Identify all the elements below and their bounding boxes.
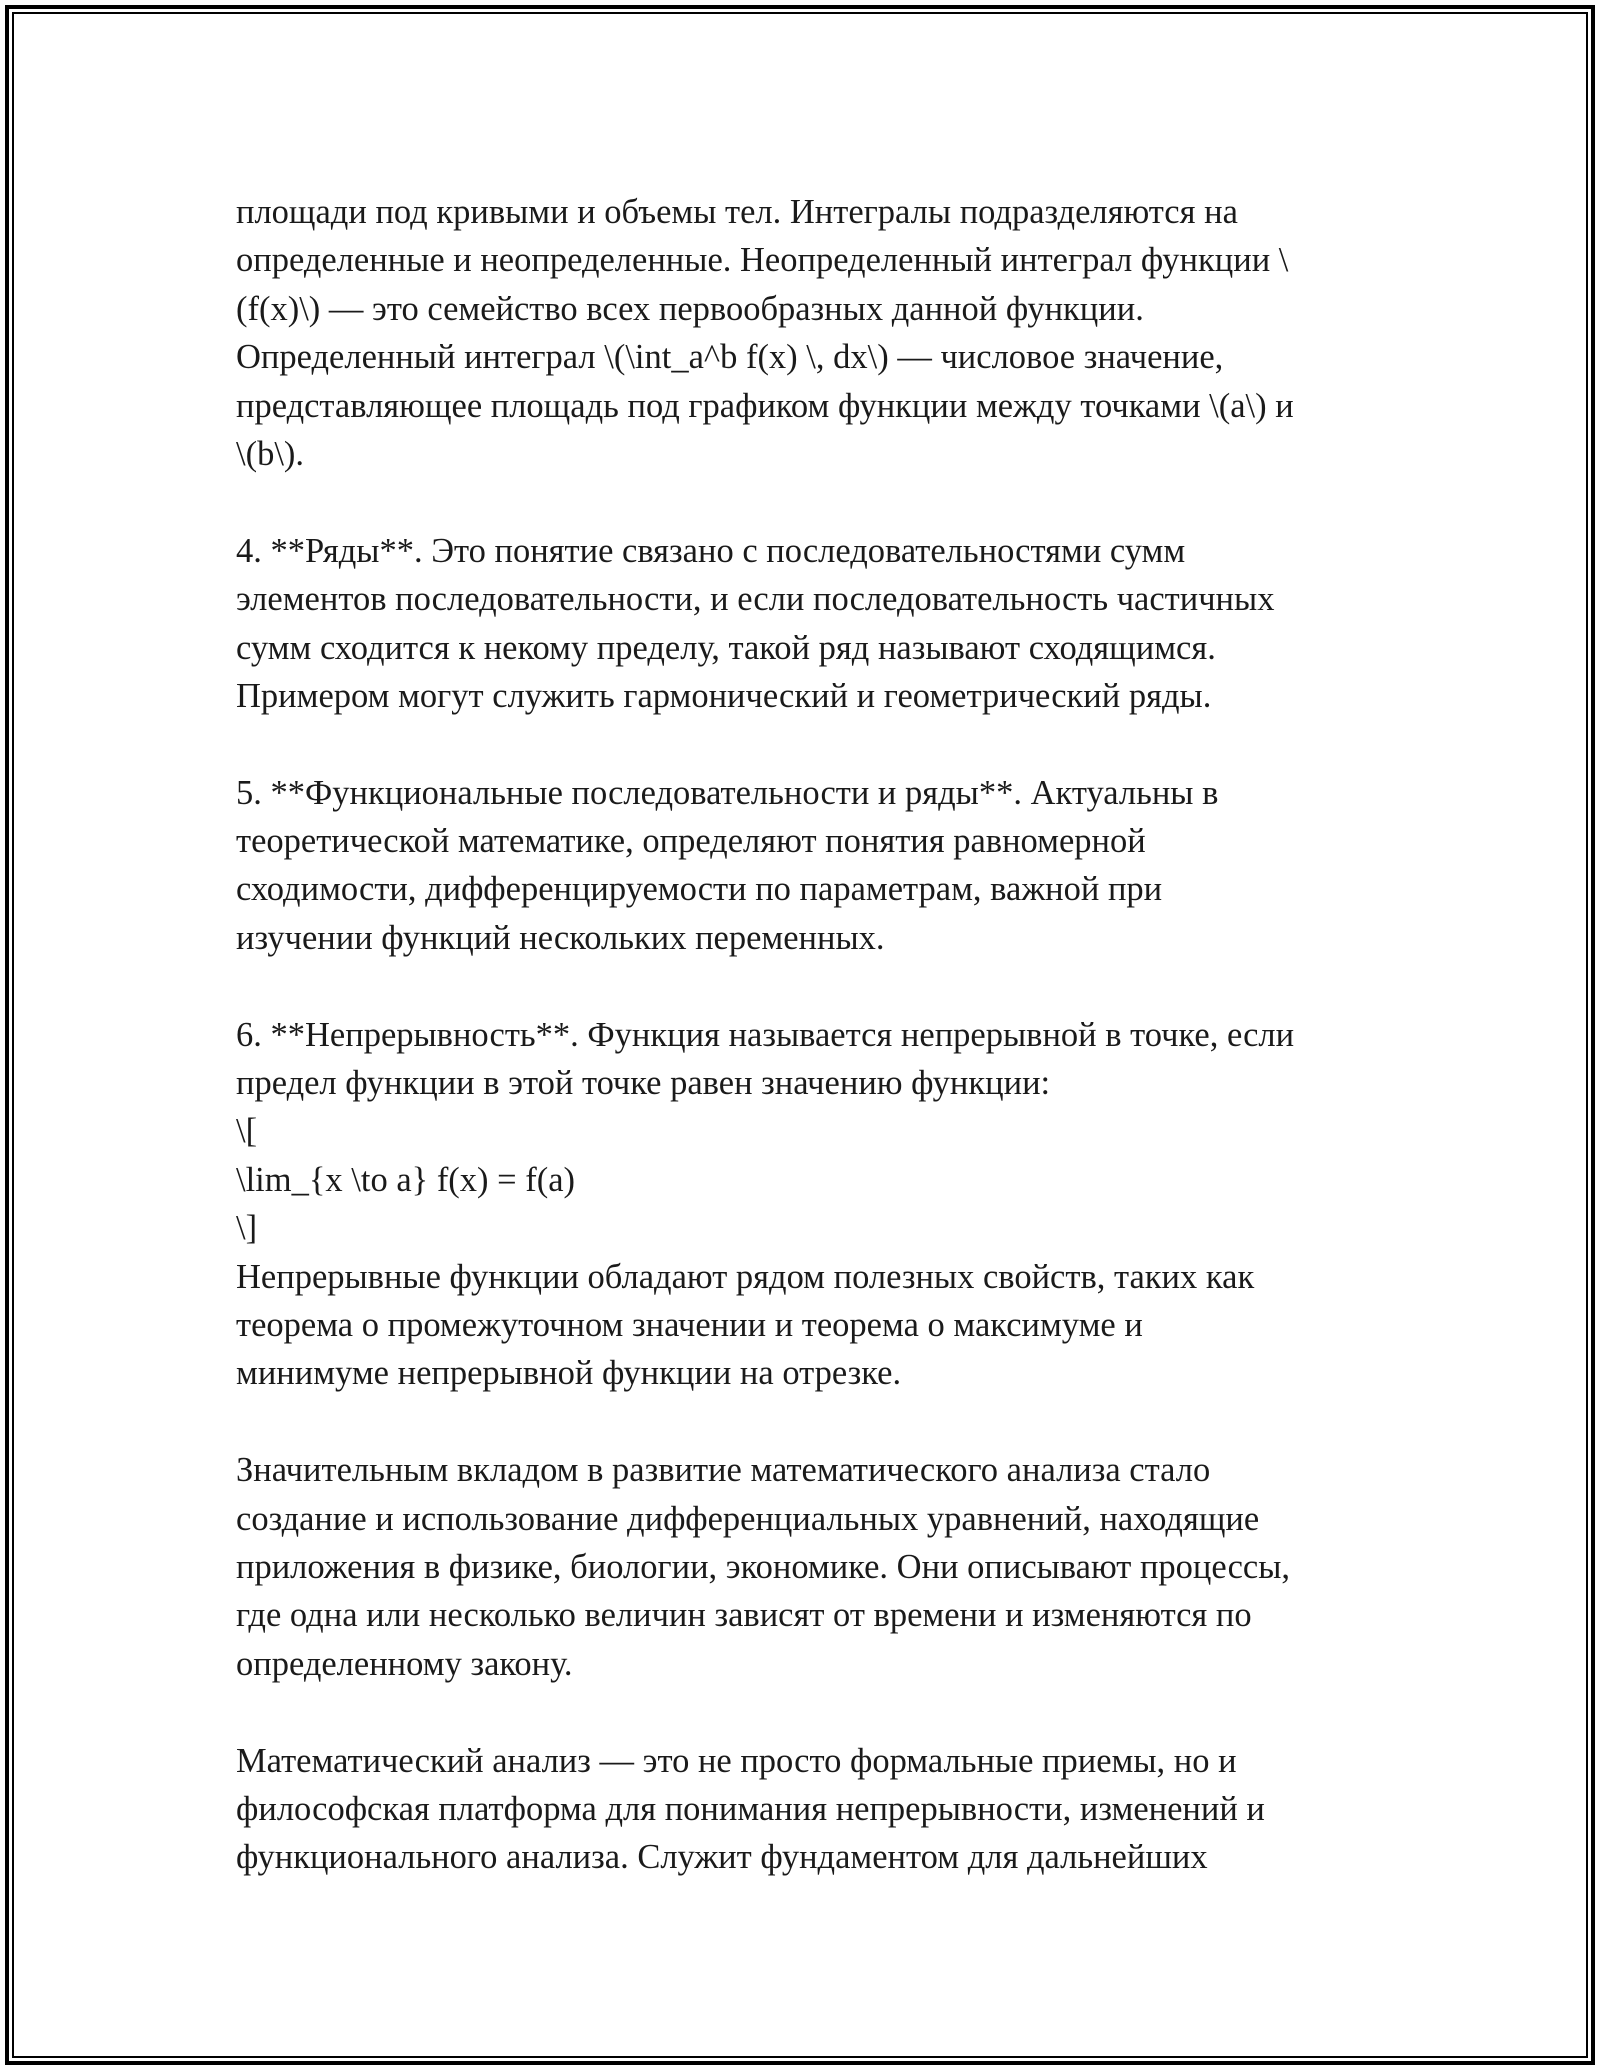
paragraph <box>236 188 1386 478</box>
text-line: Непрерывные функции обладают рядом полезных свойств, таких как <box>236 1257 1255 1296</box>
paragraph-gap <box>236 962 1386 1010</box>
text-line: сумм сходится к некому пределу, такой ряд называют сходящимся. <box>236 628 1216 667</box>
text-line: теорема о промежуточном значении и теорема о максимуме и <box>236 1305 1143 1344</box>
text-line: Примером могут служить гармонический и геометрический ряды. <box>236 676 1212 715</box>
text-line: определенному закону. <box>236 1644 573 1683</box>
text-line: функционального анализа. Служит фундаментом для дальнейших <box>236 1838 1208 1877</box>
text-line: философская платформа для понимания непрерывности, изменений и <box>236 1789 1265 1828</box>
text-line: 6. **Непрерывность**. Функция называется непрерывной в точке, если <box>236 1015 1295 1054</box>
paragraph-gap <box>236 478 1386 526</box>
text-line: Определенный интеграл \(\int_a^b f(x) \, dx\) — числовое значение, <box>236 338 1224 377</box>
paragraph-gap <box>236 720 1386 768</box>
paragraph-gap <box>236 1688 1386 1736</box>
text-line: теоретической математике, определяют понятия равномерной <box>236 822 1146 861</box>
text-line: сходимости, дифференцируемости по параметрам, важной при <box>236 870 1163 909</box>
text-line: где одна или несколько величин зависят от времени и изменяются по <box>236 1596 1252 1635</box>
paragraph <box>236 1011 1386 1398</box>
text-line: \(b\). <box>236 434 305 473</box>
document-body <box>236 188 1386 1882</box>
text-line: создание и использование дифференциальных уравнений, находящие <box>236 1499 1260 1538</box>
text-line: приложения в физике, биологии, экономике. Они описывают процессы, <box>236 1547 1291 1586</box>
text-line: представляющее площадь под графиком функции между точками \(a\) и <box>236 386 1294 425</box>
paragraph <box>236 1446 1386 1688</box>
text-line: (f(x)\) — это семейство всех первообразных данной функции. <box>236 289 1144 328</box>
paragraph <box>236 1737 1386 1882</box>
paragraph <box>236 527 1386 721</box>
text-line: Значительным вкладом в развитие математического анализа стало <box>236 1451 1211 1490</box>
text-line: 5. **Функциональные последовательности и ряды**. Актуальны в <box>236 773 1219 812</box>
text-line: Математический анализ — это не просто формальные приемы, но и <box>236 1741 1237 1780</box>
text-line: изучении функций нескольких переменных. <box>236 918 885 957</box>
text-line: элементов последовательности, и если последовательность частичных <box>236 580 1275 619</box>
text-line: \] <box>236 1209 258 1248</box>
text-line: 4. **Ряды**. Это понятие связано с последовательностями сумм <box>236 531 1186 570</box>
text-line: площади под кривыми и объемы тел. Интегралы подразделяются на <box>236 193 1238 231</box>
paragraph <box>236 769 1386 963</box>
text-line: минимуме непрерывной функции на отрезке. <box>236 1354 902 1393</box>
text-line: определенные и неопределенные. Неопределенный интеграл функции \ <box>236 241 1289 280</box>
text-line: \[ <box>236 1112 258 1151</box>
paragraph-gap <box>236 1398 1386 1446</box>
text-line: \lim_{x \to a} f(x) = f(a) <box>236 1160 576 1199</box>
text-line: предел функции в этой точке равен значению функции: <box>236 1064 1051 1103</box>
